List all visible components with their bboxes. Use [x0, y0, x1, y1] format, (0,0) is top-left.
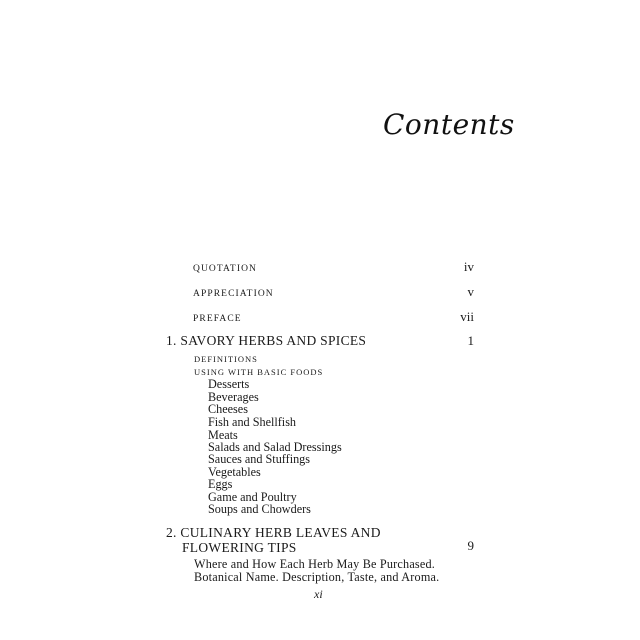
toc-entry-preface: PREFACE	[193, 314, 242, 324]
subsection-definitions: DEFINITIONS	[194, 354, 258, 364]
food-item: Eggs	[208, 477, 233, 491]
food-item: Meats	[208, 428, 238, 442]
food-item: Salads and Salad Dressings	[208, 440, 342, 454]
page-folio: xi	[314, 587, 323, 601]
chapter-1-page: 1	[467, 333, 474, 348]
food-item: Beverages	[208, 390, 259, 404]
food-item: Vegetables	[208, 465, 261, 479]
chapter-2-heading-line-2: FLOWERING TIPS	[182, 540, 297, 555]
food-item: Fish and Shellfish	[208, 415, 297, 429]
toc-page-preface: vii	[460, 309, 474, 324]
toc-page-appreciation: v	[467, 284, 474, 299]
page-title: Contents	[383, 108, 515, 141]
food-item: Desserts	[208, 377, 250, 391]
food-item: Cheeses	[208, 402, 248, 416]
food-item: Soups and Chowders	[208, 502, 311, 516]
toc-entry-quotation: QUOTATION	[193, 264, 258, 274]
toc-page-quotation: iv	[463, 259, 474, 274]
chapter-2-description-line-2: Botanical Name. Description, Taste, and Aroma.	[194, 570, 440, 584]
chapter-1-heading: 1. SAVORY HERBS AND SPICES	[166, 333, 367, 348]
chapter-2-page: 9	[467, 538, 474, 553]
subsection-using-with-basic-foods: USING WITH BASIC FOODS	[194, 367, 324, 377]
toc-entry-appreciation: APPRECIATION	[193, 289, 274, 299]
food-item: Game and Poultry	[208, 490, 297, 504]
chapter-2-description-line-1: Where and How Each Herb May Be Purchased.	[194, 557, 436, 571]
food-item: Sauces and Stuffings	[208, 452, 311, 466]
chapter-2-heading-line-1: 2. CULINARY HERB LEAVES AND	[166, 525, 381, 540]
